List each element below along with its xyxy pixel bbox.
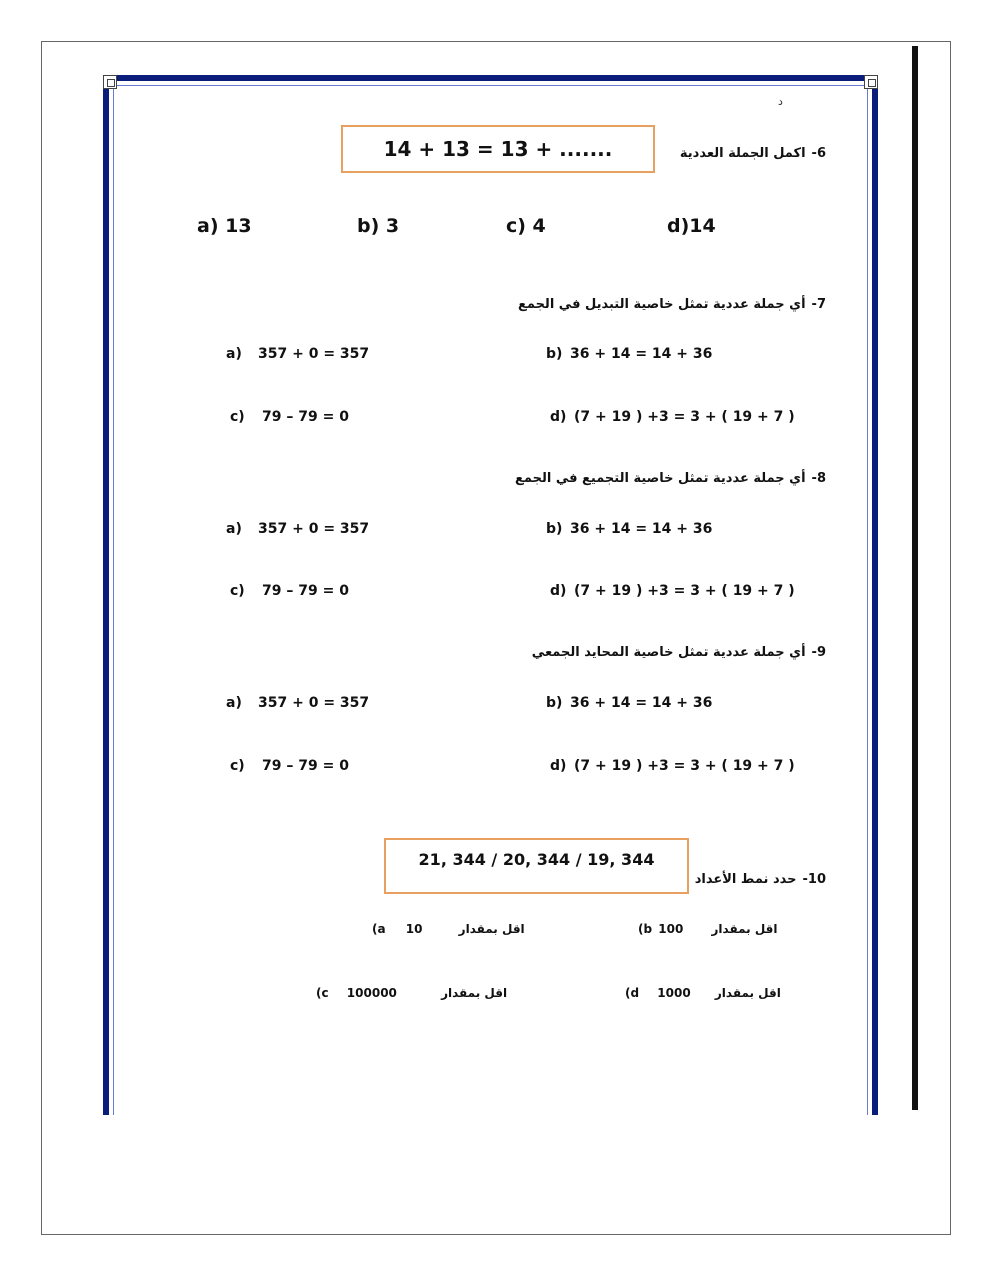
question-8-option-d[interactable] (550, 583, 795, 599)
option-label: (d (625, 986, 640, 1000)
option-label: c) (230, 583, 245, 599)
question-8-option-c[interactable] (230, 583, 349, 599)
question-8-option-a[interactable] (226, 521, 369, 537)
question-6-number: 6- (811, 146, 826, 161)
option-amount: 100 (658, 922, 684, 936)
option-text: 36 + 14 = 14 + 36 (570, 521, 713, 537)
question-10-option-a[interactable] (372, 922, 525, 936)
question-8-text: أي جملة عددية تمثل خاصية التجميع في الجمع (515, 471, 806, 486)
option-label: b) (546, 521, 563, 537)
option-text: 357 + 0 = 357 (258, 521, 370, 537)
question-9-option-c[interactable] (230, 758, 349, 774)
option-text: 79 – 79 = 0 (262, 409, 349, 425)
option-text: 357 + 0 = 357 (258, 695, 370, 711)
question-10-sequence: 21, 344 / 20, 344 / 19, 344 (418, 850, 655, 869)
option-label: (c (316, 986, 329, 1000)
question-8-number: 8- (811, 471, 826, 486)
option-label: b) (546, 346, 563, 362)
option-amount: 10 (405, 922, 423, 936)
question-6-option-c[interactable]: c) 4 (506, 215, 546, 237)
option-text: اقل بمقدار (458, 922, 525, 936)
question-10-option-d[interactable] (625, 986, 781, 1000)
option-text: 36 + 14 = 14 + 36 (570, 346, 713, 362)
option-label: a) (226, 521, 242, 537)
option-label: (a (372, 922, 386, 936)
question-10-option-b[interactable] (638, 922, 778, 936)
question-10-number: 10- (802, 872, 826, 887)
option-text: (7 + 19 ) +3 = 3 + ( 19 + 7 ) (574, 409, 795, 425)
question-6 (680, 146, 826, 161)
question-7-option-c[interactable] (230, 409, 349, 425)
question-9-option-a[interactable] (226, 695, 369, 711)
option-text: اقل بمقدار (711, 922, 778, 936)
question-10 (695, 872, 826, 887)
question-6-equation: 14 + 13 = 13 + ....... (383, 137, 613, 161)
question-7-option-d[interactable] (550, 409, 795, 425)
option-label: d) (550, 409, 567, 425)
question-7-option-b[interactable] (546, 346, 712, 362)
decorative-frame-inner (113, 85, 868, 1115)
question-10-text: حدد نمط الأعداد (694, 872, 797, 887)
question-6-equation-box (341, 125, 655, 173)
question-8 (515, 471, 826, 486)
question-9 (532, 645, 826, 660)
question-6-option-a[interactable]: a) 13 (197, 215, 252, 237)
question-10-option-c[interactable] (316, 986, 507, 1000)
option-label: d) (550, 758, 567, 774)
option-label: c) (230, 409, 245, 425)
question-9-option-b[interactable] (546, 695, 712, 711)
question-6-text: اكمل الجملة العددية (679, 146, 806, 161)
option-amount: 100000 (346, 986, 397, 1000)
option-amount: 1000 (657, 986, 691, 1000)
question-8-option-b[interactable] (546, 521, 712, 537)
question-7-option-a[interactable] (226, 346, 369, 362)
question-7 (518, 297, 826, 312)
question-9-number: 9- (811, 645, 826, 660)
option-text: 36 + 14 = 14 + 36 (570, 695, 713, 711)
option-label: c) (230, 758, 245, 774)
margin-bar (912, 46, 918, 1110)
frame-corner-top-right (864, 75, 878, 89)
option-label: a) (226, 695, 242, 711)
option-text: 357 + 0 = 357 (258, 346, 370, 362)
question-7-text: أي جملة عددية تمثل خاصية التبديل في الجمع (517, 297, 806, 312)
question-6-option-d[interactable]: d)14 (667, 215, 716, 237)
question-9-text: أي جملة عددية تمثل خاصية المحايد الجمعي (531, 645, 806, 660)
frame-corner-top-left (103, 75, 117, 89)
question-7-number: 7- (811, 297, 826, 312)
header-mark: د (778, 95, 783, 108)
option-label: (b (638, 922, 653, 936)
option-label: b) (546, 695, 563, 711)
option-text: (7 + 19 ) +3 = 3 + ( 19 + 7 ) (574, 583, 795, 599)
question-6-option-b[interactable]: b) 3 (357, 215, 400, 237)
question-9-option-d[interactable] (550, 758, 795, 774)
option-text: اقل بمقدار (714, 986, 781, 1000)
option-text: اقل بمقدار (441, 986, 508, 1000)
option-text: 79 – 79 = 0 (262, 758, 349, 774)
option-text: 79 – 79 = 0 (262, 583, 349, 599)
option-label: d) (550, 583, 567, 599)
option-text: (7 + 19 ) +3 = 3 + ( 19 + 7 ) (574, 758, 795, 774)
question-10-sequence-box (384, 838, 689, 894)
option-label: a) (226, 346, 242, 362)
